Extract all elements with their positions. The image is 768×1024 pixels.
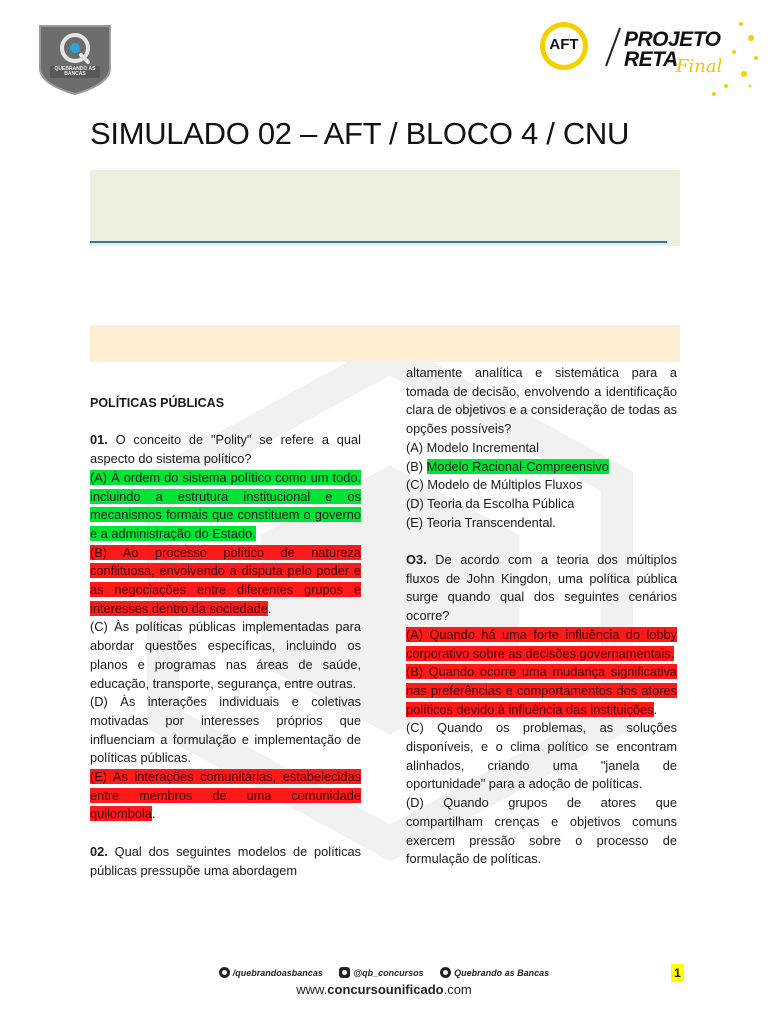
question-02-stem-continued: altamente analítica e sistemática para a tomada de decisão, envolvendo a identificação clara de objetivos e a consideração de todas as opções possíveis? bbox=[406, 365, 677, 437]
section-heading: POLÍTICAS PÚBLICAS bbox=[90, 396, 225, 410]
option-text: (A) Modelo Incremental bbox=[406, 439, 539, 455]
url-suffix: .com bbox=[443, 982, 472, 997]
youtube-icon bbox=[440, 967, 451, 978]
question-number: 02. bbox=[90, 843, 108, 859]
question-02-stem bbox=[90, 843, 361, 880]
option-text: (A) Quando há uma forte influência do lobby corporativo sobre as decisões governamentais. bbox=[406, 626, 677, 661]
question-number: 01. bbox=[90, 432, 108, 448]
option-text: (B) Ao processo político de natureza conflituosa, envolvendo a disputa pelo poder e as negociações entre diferentes grupos e interesses dentro da sociedade bbox=[90, 544, 361, 616]
option-01-c[interactable] bbox=[90, 618, 361, 693]
url-domain: concursounificado bbox=[327, 982, 444, 997]
question-number: O3. bbox=[406, 552, 427, 568]
final-text: Final bbox=[676, 56, 723, 77]
projeto-reta-final-logo bbox=[536, 14, 760, 98]
option-text: (C) Quando os problemas, as soluções disponíveis, e o clima político se encontram alinhados, criando uma "janela de oportunidade" para a adoção de políticas. bbox=[406, 720, 677, 792]
option-02-c[interactable] bbox=[406, 476, 677, 495]
option-text: (D) Quando grupos de atores que compartilham crenças e objetivos comuns exercem pressão sobre o processo de formulação de políticas. bbox=[406, 795, 677, 867]
right-column bbox=[406, 364, 677, 869]
logo-left-text: QUEBRANDO AS BANCAS bbox=[54, 66, 96, 77]
option-02-e[interactable] bbox=[406, 514, 677, 533]
youtube-link[interactable] bbox=[440, 967, 549, 978]
blue-rule-line bbox=[90, 241, 667, 243]
option-text: (A) À ordem do sistema político como um todo, incluindo a estrutura institucional e os mecanismos formais que constituem o governo e a administração do Estado. bbox=[90, 469, 361, 541]
reta-text: RETA bbox=[624, 48, 678, 71]
url-prefix: www. bbox=[296, 982, 328, 997]
aft-badge-text: AFT bbox=[549, 36, 579, 53]
option-text: Modelo Racional-Compreensivo bbox=[426, 458, 609, 474]
projeto-text: PROJETO bbox=[624, 28, 721, 51]
page-number: 1 bbox=[671, 964, 684, 982]
quebrando-as-bancas-logo bbox=[32, 22, 118, 96]
question-03-stem bbox=[406, 551, 677, 626]
left-column bbox=[90, 394, 361, 880]
option-text: (C) Às políticas públicas implementadas para abordar questões específicas, incluindo os planos e programas nas áreas de saúde, educação, transporte, segurança, entre outras. bbox=[90, 619, 361, 691]
option-03-a[interactable] bbox=[406, 626, 677, 663]
question-stem-text: De acordo com a teoria dos múltiplos fluxos de John Kingdon, uma política pública surge quando qual dos seguintes cenários ocorre? bbox=[406, 552, 677, 624]
option-03-d[interactable] bbox=[406, 794, 677, 869]
option-02-a[interactable] bbox=[406, 439, 677, 458]
facebook-link[interactable] bbox=[219, 967, 323, 978]
question-stem-text: Qual dos seguintes modelos de políticas públicas pressupõe uma abordagem bbox=[90, 843, 361, 878]
footer-url[interactable] bbox=[0, 982, 768, 997]
page-title: SIMULADO 02 – AFT / BLOCO 4 / CNU bbox=[90, 116, 630, 151]
option-prefix: (B) bbox=[406, 458, 427, 474]
option-text: (E) Teoria Transcendental. bbox=[406, 514, 556, 530]
option-03-b[interactable]: (B) Quando ocorre uma mudança significativa nas preferências e comportamentos dos atores políticos devido à influência das instituições. bbox=[406, 664, 677, 717]
option-01-a[interactable] bbox=[90, 469, 361, 544]
option-text: (E) As interações comunitárias, estabelecidas entre membros de uma comunidade quilombola bbox=[90, 769, 361, 822]
instagram-handle: @qb_concursos bbox=[353, 968, 424, 978]
instagram-link[interactable] bbox=[339, 967, 423, 978]
option-text: (B) Quando ocorre uma mudança significativa nas preferências e comportamentos dos atores políticos devido à influência das instituições bbox=[406, 664, 677, 717]
option-text: (C) Modelo de Múltiplos Fluxos bbox=[406, 477, 583, 493]
question-01-stem bbox=[90, 431, 361, 468]
option-text: (D) Teoria da Escolha Pública bbox=[406, 495, 575, 511]
option-02-b[interactable] bbox=[406, 458, 677, 477]
yellow-header-box bbox=[90, 325, 680, 362]
green-header-box bbox=[90, 170, 680, 246]
footer-social-links bbox=[0, 967, 768, 978]
facebook-icon bbox=[219, 967, 230, 978]
option-03-c[interactable] bbox=[406, 719, 677, 794]
question-stem-text: O conceito de "Polity" se refere a qual aspecto do sistema político? bbox=[90, 432, 361, 467]
option-01-d[interactable] bbox=[90, 693, 361, 768]
youtube-channel: Quebrando as Bancas bbox=[454, 968, 550, 978]
option-text: (D) Às interações individuais e coletivas motivadas por interesses próprios que influenciam a formulação e implementação de políticas públicas. bbox=[90, 694, 361, 766]
option-01-e[interactable]: (E) As interações comunitárias, estabelecidas entre membros de uma comunidade quilombola. bbox=[90, 769, 361, 822]
option-02-d[interactable] bbox=[406, 495, 677, 514]
facebook-handle: /quebrandoasbancas bbox=[232, 968, 323, 978]
option-01-b[interactable]: (B) Ao processo político de natureza conflituosa, envolvendo a disputa pelo poder e as negociações entre diferentes grupos e interesses dentro da sociedade. bbox=[90, 544, 361, 616]
instagram-icon bbox=[339, 967, 350, 978]
